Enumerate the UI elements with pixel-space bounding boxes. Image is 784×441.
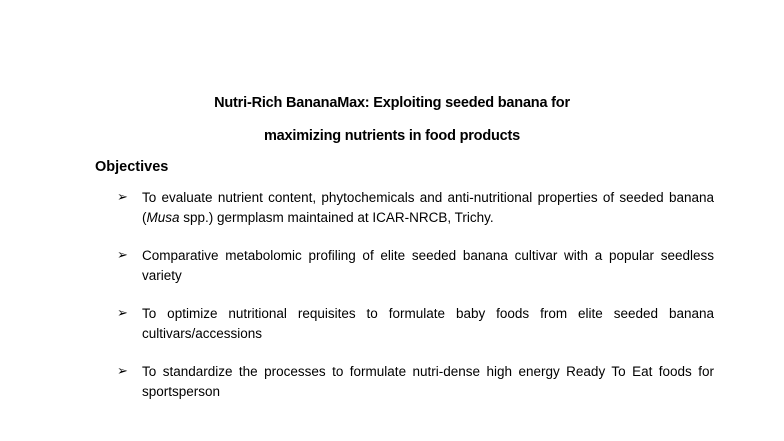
objective-text bbox=[142, 188, 714, 227]
objective-text: To optimize nutritional requisites to formulate baby foods from elite seeded banana cultivars/accessions bbox=[142, 306, 714, 341]
arrow-bullet-icon: ➢ bbox=[117, 364, 128, 379]
arrow-bullet-icon: ➢ bbox=[117, 190, 128, 205]
title-line-2: maximizing nutrients in food products bbox=[263, 128, 521, 144]
objective-text: Comparative metabolomic profiling of elite seeded banana cultivar with a popular seedless variety bbox=[142, 248, 714, 283]
title-line-1: Nutri-Rich BananaMax: Exploiting seeded banana for bbox=[214, 95, 570, 111]
objective-text-post: spp.) germplasm maintained at ICAR-NRCB, Trichy. bbox=[179, 209, 494, 225]
objective-text-pre: To evaluate nutrient content, phytochemicals and anti-nutritional properties of seeded banana ( bbox=[142, 190, 714, 225]
objectives-heading: Objectives bbox=[95, 159, 169, 175]
objective-item bbox=[117, 246, 714, 285]
arrow-bullet-icon: ➢ bbox=[117, 248, 128, 263]
arrow-bullet-icon: ➢ bbox=[117, 306, 128, 321]
objective-item bbox=[117, 304, 714, 343]
objective-item bbox=[117, 362, 714, 401]
objective-item bbox=[117, 188, 714, 227]
objective-text-italic: Musa bbox=[146, 209, 180, 225]
objective-text: To standardize the processes to formulate nutri-dense high energy Ready To Eat foods for sportsperson bbox=[142, 364, 714, 399]
